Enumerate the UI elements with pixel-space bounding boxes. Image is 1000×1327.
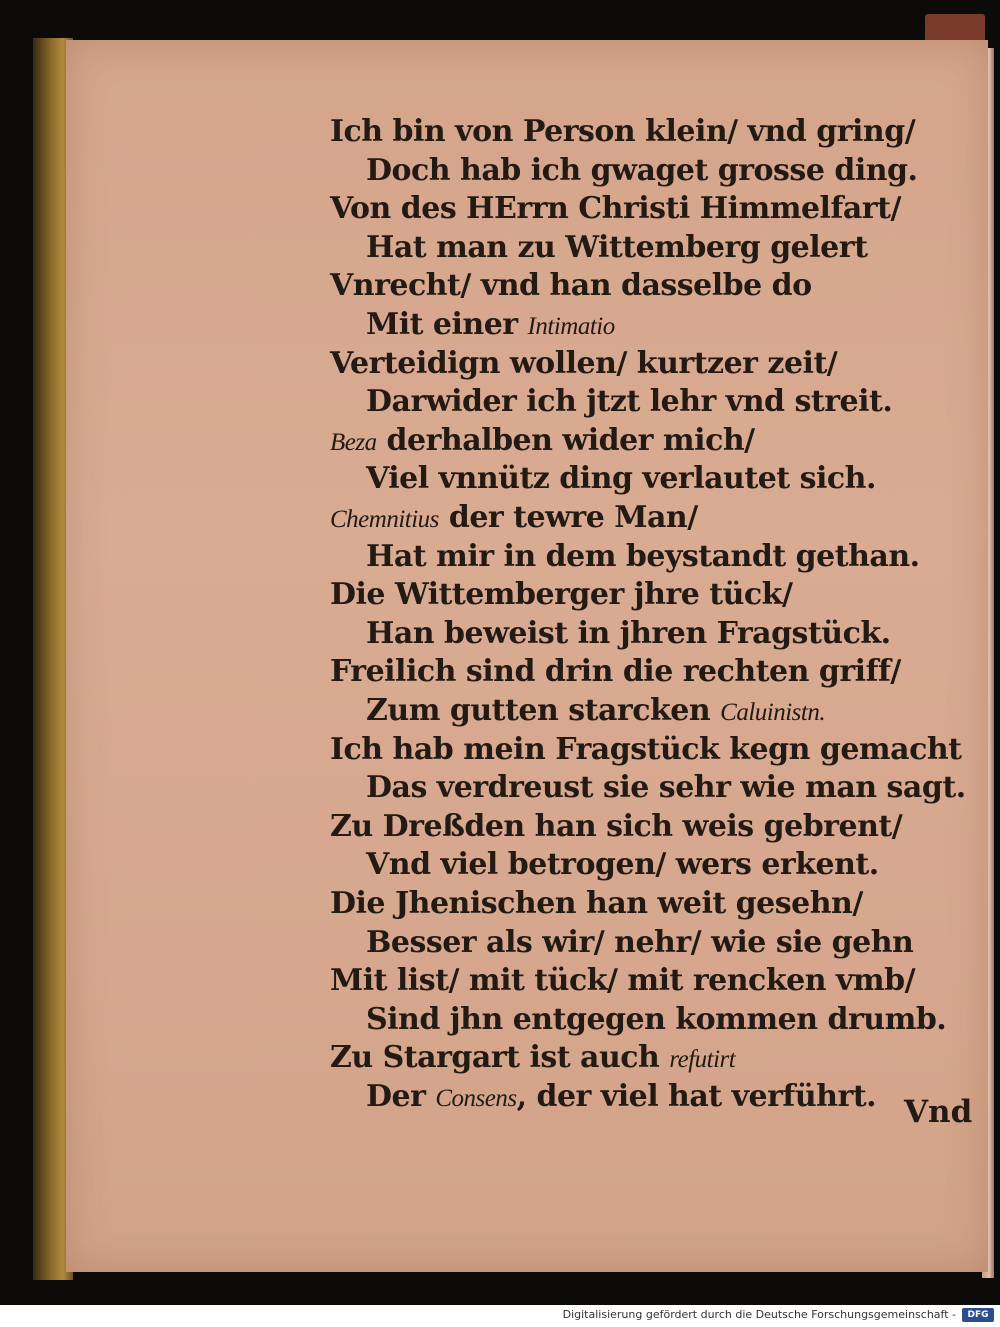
poem-latin-word: Consens [435, 1085, 517, 1112]
poem-latin-word: Intimatio [527, 313, 615, 340]
poem-latin-word: Beza [330, 428, 377, 456]
poem-line [366, 383, 892, 421]
poem-line [330, 422, 755, 462]
poem-line [330, 653, 901, 691]
poem-line [330, 267, 812, 305]
poem-segment: Besser als wir/ nehr/ wie sie gehn [366, 924, 914, 960]
poem-segment: Han beweist in jhren Fragstück. [366, 615, 891, 651]
binding-tab [925, 14, 985, 42]
poem-latin-word: Chemnitius [330, 506, 439, 533]
poem-line [330, 808, 902, 846]
poem-latin-word: Caluinistn. [720, 699, 826, 726]
poem-segment: Zum gutten starcken [366, 693, 721, 728]
poem-line [330, 1039, 735, 1079]
poem-segment: Hat mir in dem beystandt gethan. [366, 538, 920, 574]
poem-line [366, 846, 879, 884]
poem-segment: Das verdreust sie sehr wie man sagt. [366, 770, 966, 806]
poem-segment: Sind jhn entgegen kommen drumb. [366, 1001, 947, 1037]
poem-segment: Von des HErrn Christi Himmelfart/ [330, 191, 901, 227]
poem-segment: Zu Stargart ist auch [330, 1040, 670, 1076]
poem-line [366, 769, 966, 807]
poem-segment: , der viel hat verführt. [516, 1079, 877, 1114]
poem-line [330, 885, 863, 923]
poem-segment: Ich bin von Person klein/ vnd gring/ [330, 114, 916, 149]
dfg-logo: DFG [962, 1308, 994, 1322]
poem-segment: der tewre Man/ [438, 500, 698, 535]
poem-line [366, 152, 917, 190]
poem-segment: Darwider ich jtzt lehr vnd streit. [366, 384, 893, 420]
poem-segment: Doch hab ich gwaget grosse ding. [366, 152, 918, 188]
poem-line [330, 576, 792, 614]
poem-line [366, 460, 876, 498]
poem-line [366, 615, 891, 653]
poem-segment: Ich hab mein Fragstück kegn gemacht [330, 731, 962, 767]
poem-segment: Viel vnnütz ding verlautet sich. [366, 461, 876, 497]
poem-line [330, 345, 837, 383]
poem-segment: Zu Dreßden han sich weis gebrent/ [330, 808, 903, 844]
poem-segment: Vnd viel betrogen/ wers erkent. [366, 847, 879, 883]
poem-line [330, 190, 901, 228]
poem-line [366, 1078, 876, 1118]
poem-segment: Die Wittemberger jhre tück/ [330, 577, 793, 613]
poem-line [366, 538, 920, 576]
poem-line [366, 306, 615, 346]
poem-segment: Der [366, 1079, 436, 1114]
poem-latin-word: refutirt [669, 1046, 736, 1074]
poem-segment: Die Jhenischen han weit gesehn/ [330, 886, 863, 921]
poem-line [330, 962, 915, 1000]
footer-bar [0, 1305, 1000, 1327]
poem-line [366, 692, 825, 732]
poem-segment: Mit einer [366, 307, 528, 342]
poem-segment: Freilich sind drin die rechten griff/ [330, 654, 901, 690]
poem-segment: Mit list/ mit tück/ mit rencken vmb/ [330, 963, 916, 999]
poem-segment: Hat man zu Wittemberg gelert [366, 229, 868, 265]
poem-segment: derhalben wider mich/ [376, 422, 755, 458]
catchword: Vnd [904, 1094, 973, 1130]
poem-segment: Verteidign wollen/ kurtzer zeit/ [330, 345, 838, 381]
poem-line [366, 1001, 946, 1039]
poem-line [366, 229, 867, 267]
poem-line [330, 113, 915, 151]
funding-notice: Digitalisierung gefördert durch die Deutsche Forschungsgemeinschaft - [562, 1308, 956, 1321]
poem-line [330, 731, 962, 769]
poem-line [366, 924, 913, 962]
poem-line [330, 499, 698, 539]
poem-segment: Vnrecht/ vnd han dasselbe do [330, 268, 812, 304]
